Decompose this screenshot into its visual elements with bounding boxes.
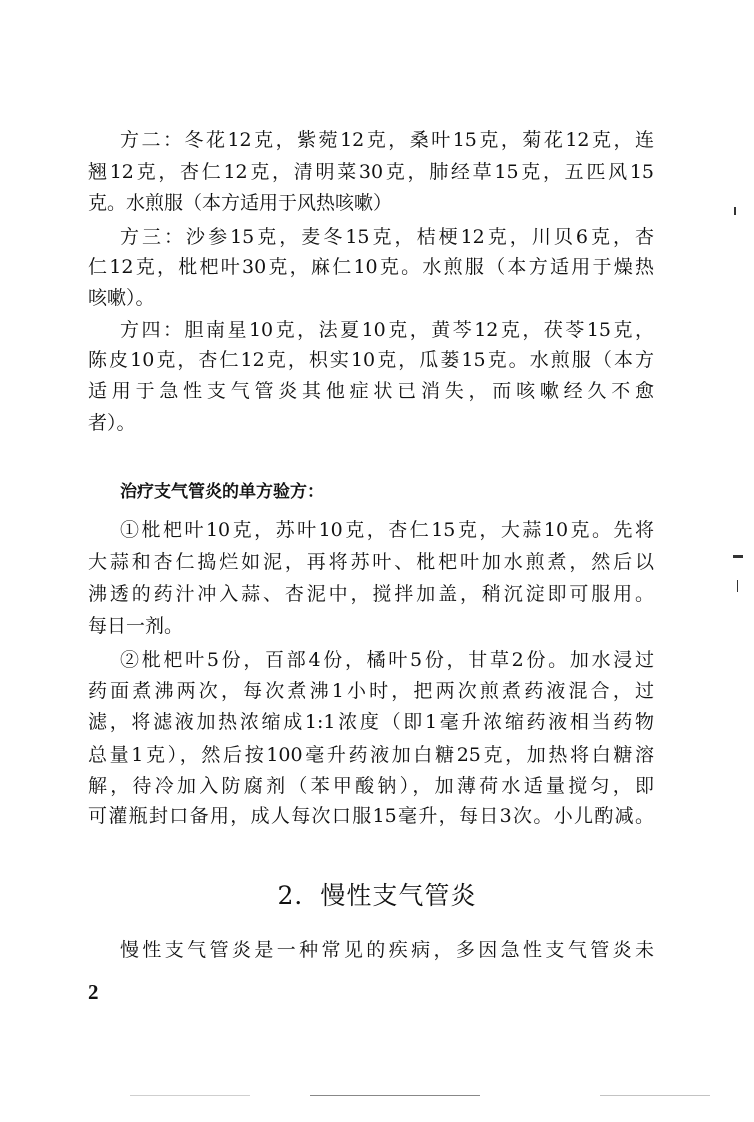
text-line: 克。水煎服（本方适用于风热咳嗽） — [88, 192, 393, 214]
text-line: 方四：胆南星10克，法夏10克，黄芩12克，茯苓15克， — [120, 319, 654, 341]
text-line: 药面煮沸两次，每次煮沸1小时，把两次煎煮药液混合，过 — [88, 680, 654, 702]
page-number: 2 — [88, 980, 99, 1004]
section-heading: 2．慢性支气管炎 — [277, 881, 477, 910]
text-line: 适用于急性支气管炎其他症状已消失，而咳嗽经久不愈 — [88, 380, 654, 402]
text-line: 仁12克，枇杷叶30克，麻仁10克。水煎服（本方适用于燥热 — [88, 256, 654, 278]
text-line: 陈皮10克，杏仁12克，枳实10克，瓜蒌15克。水煎服（本方 — [88, 349, 654, 371]
text-line: 方二：冬花12克，紫菀12克，桑叶15克，菊花12克，连 — [120, 129, 654, 151]
text-line: 可灌瓶封口备用，成人每次口服15毫升，每日3次。小儿酌减。 — [88, 805, 654, 827]
text-line: ①枇杷叶10克，苏叶10克，杏仁15克，大蒜10克。先将 — [120, 519, 654, 541]
scan-artifact — [733, 555, 743, 558]
scan-artifact — [734, 207, 736, 215]
scan-artifact — [130, 1095, 250, 1096]
text-line: 者）。 — [88, 412, 136, 434]
text-line: 方三：沙参15克，麦冬15克，桔梗12克，川贝6克，杏 — [120, 226, 654, 248]
text-line: 大蒜和杏仁捣烂如泥，再将苏叶、枇杷叶加水煎煮，然后以 — [88, 551, 654, 573]
text-line: 沸透的药汁冲入蒜、杏泥中，搅拌加盖，稍沉淀即可服用。 — [88, 583, 654, 605]
text-line: 每日一剂。 — [88, 615, 184, 637]
text-line: 咳嗽）。 — [88, 287, 155, 309]
text-line: 总量1克），然后按100毫升药液加白糖25克，加热将白糖溶 — [88, 744, 654, 766]
text-line: 慢性支气管炎是一种常见的疾病，多因急性支气管炎未 — [120, 939, 654, 961]
scan-artifact — [737, 580, 738, 592]
scan-artifact — [310, 1095, 480, 1096]
text-line: 解，待冷加入防腐剂（苯甲酸钠），加薄荷水适量搅匀，即 — [88, 775, 654, 797]
text-line: ②枇杷叶5份，百部4份，橘叶5份，甘草2份。加水浸过 — [120, 649, 654, 671]
text-line: 滤，将滤液加热浓缩成1:1浓度（即1毫升浓缩药液相当药物 — [88, 711, 654, 733]
subheading: 治疗支气管炎的单方验方： — [120, 482, 324, 502]
scan-artifact — [600, 1095, 710, 1096]
text-line: 翘12克，杏仁12克，清明菜30克，肺经草15克，五匹风15 — [88, 161, 654, 183]
